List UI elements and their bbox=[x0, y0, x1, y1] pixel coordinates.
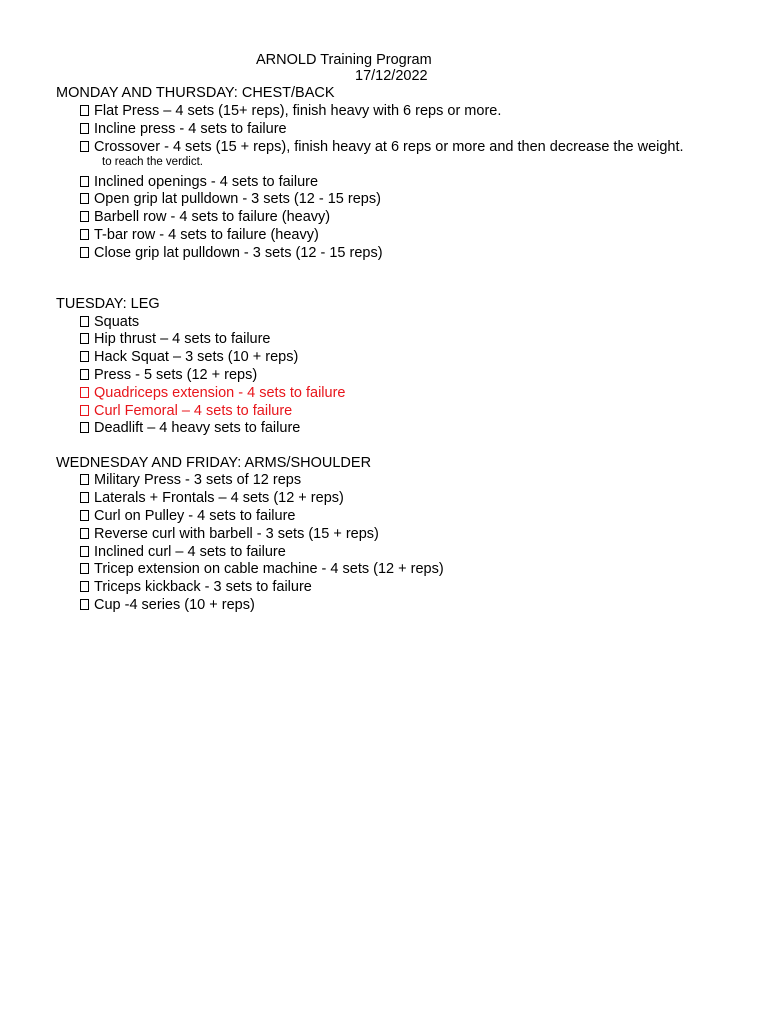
checkbox-icon bbox=[80, 528, 89, 539]
checkbox-icon bbox=[80, 546, 89, 557]
list-item-text: Quadriceps extension - 4 sets to failure bbox=[94, 385, 346, 401]
list-item bbox=[80, 489, 344, 507]
list-item bbox=[80, 226, 319, 244]
list-item-text: Deadlift – 4 heavy sets to failure bbox=[94, 420, 301, 436]
list-item-text: Reverse curl with barbell - 3 sets (15 + reps) bbox=[94, 526, 379, 542]
checkbox-icon bbox=[80, 211, 89, 222]
list-item-text: Hack Squat – 3 sets (10 + reps) bbox=[94, 349, 299, 365]
list-item bbox=[80, 348, 298, 366]
checkbox-icon bbox=[80, 141, 89, 152]
checkbox-icon bbox=[80, 105, 89, 116]
list-item bbox=[80, 313, 139, 331]
list-item bbox=[80, 120, 287, 138]
list-item bbox=[80, 366, 257, 384]
checkbox-icon bbox=[80, 193, 89, 204]
list-item bbox=[80, 102, 501, 120]
list-item-text: Laterals + Frontals – 4 sets (12 + reps) bbox=[94, 490, 344, 506]
list-item bbox=[80, 471, 301, 489]
list-item-text: Tricep extension on cable machine - 4 sets (12 + reps) bbox=[94, 561, 444, 577]
list-item bbox=[80, 173, 318, 191]
list-item-text: Flat Press – 4 sets (15+ reps), finish heavy with 6 reps or more. bbox=[94, 103, 502, 119]
list-item bbox=[80, 190, 381, 208]
list-item-text: Barbell row - 4 sets to failure (heavy) bbox=[94, 209, 331, 225]
checkbox-icon bbox=[80, 176, 89, 187]
checkbox-icon bbox=[80, 422, 89, 433]
list-item-highlighted bbox=[80, 402, 292, 420]
checkbox-icon bbox=[80, 351, 89, 362]
checkbox-icon bbox=[80, 247, 89, 258]
list-item-text: Incline press - 4 sets to failure bbox=[94, 121, 287, 137]
list-item-text: Triceps kickback - 3 sets to failure bbox=[94, 579, 312, 595]
checkbox-icon bbox=[80, 333, 89, 344]
list-item bbox=[80, 330, 271, 348]
list-item-text: Open grip lat pulldown - 3 sets (12 - 15 reps) bbox=[94, 191, 381, 207]
list-item bbox=[80, 578, 312, 596]
list-item bbox=[80, 138, 684, 156]
list-item bbox=[80, 419, 300, 437]
checkbox-icon bbox=[80, 387, 89, 398]
list-item-text: Cup -4 series (10 + reps) bbox=[94, 597, 255, 613]
list-item-text: Squats bbox=[94, 314, 140, 330]
checkbox-icon bbox=[80, 405, 89, 416]
checkbox-icon bbox=[80, 474, 89, 485]
document-date: 17/12/2022 bbox=[355, 68, 428, 84]
document-title: ARNOLD Training Program bbox=[256, 52, 432, 68]
checkbox-icon bbox=[80, 229, 89, 240]
checkbox-icon bbox=[80, 581, 89, 592]
item-continuation-note: to reach the verdict. bbox=[102, 156, 203, 168]
list-item bbox=[80, 543, 286, 561]
list-item-text: Inclined openings - 4 sets to failure bbox=[94, 174, 319, 190]
checkbox-icon bbox=[80, 492, 89, 503]
list-item bbox=[80, 560, 444, 578]
list-item-text: Hip thrust – 4 sets to failure bbox=[94, 331, 271, 347]
checkbox-icon bbox=[80, 316, 89, 327]
list-item-text: Press - 5 sets (12 + reps) bbox=[94, 367, 258, 383]
list-item-text: Curl Femoral – 4 sets to failure bbox=[94, 403, 293, 419]
list-item bbox=[80, 596, 255, 614]
section-heading-chest-back: MONDAY AND THURSDAY: CHEST/BACK bbox=[56, 85, 335, 101]
list-item-highlighted bbox=[80, 384, 345, 402]
list-item-text: Curl on Pulley - 4 sets to failure bbox=[94, 508, 296, 524]
list-item bbox=[80, 208, 330, 226]
checkbox-icon bbox=[80, 599, 89, 610]
list-item bbox=[80, 507, 295, 525]
checkbox-icon bbox=[80, 369, 89, 380]
list-item-text: Close grip lat pulldown - 3 sets (12 - 15 reps) bbox=[94, 245, 383, 261]
section-heading-leg: TUESDAY: LEG bbox=[56, 296, 160, 312]
list-item bbox=[80, 244, 383, 262]
checkbox-icon bbox=[80, 563, 89, 574]
checkbox-icon bbox=[80, 123, 89, 134]
checkbox-icon bbox=[80, 510, 89, 521]
list-item-text: T-bar row - 4 sets to failure (heavy) bbox=[94, 227, 319, 243]
list-item-text: Inclined curl – 4 sets to failure bbox=[94, 544, 286, 560]
section-heading-arms-shoulder: WEDNESDAY AND FRIDAY: ARMS/SHOULDER bbox=[56, 455, 372, 471]
list-item-text: Military Press - 3 sets of 12 reps bbox=[94, 472, 302, 488]
list-item bbox=[80, 525, 379, 543]
list-item-text: Crossover - 4 sets (15 + reps), finish heavy at 6 reps or more and then decrease the weight. bbox=[94, 139, 684, 155]
